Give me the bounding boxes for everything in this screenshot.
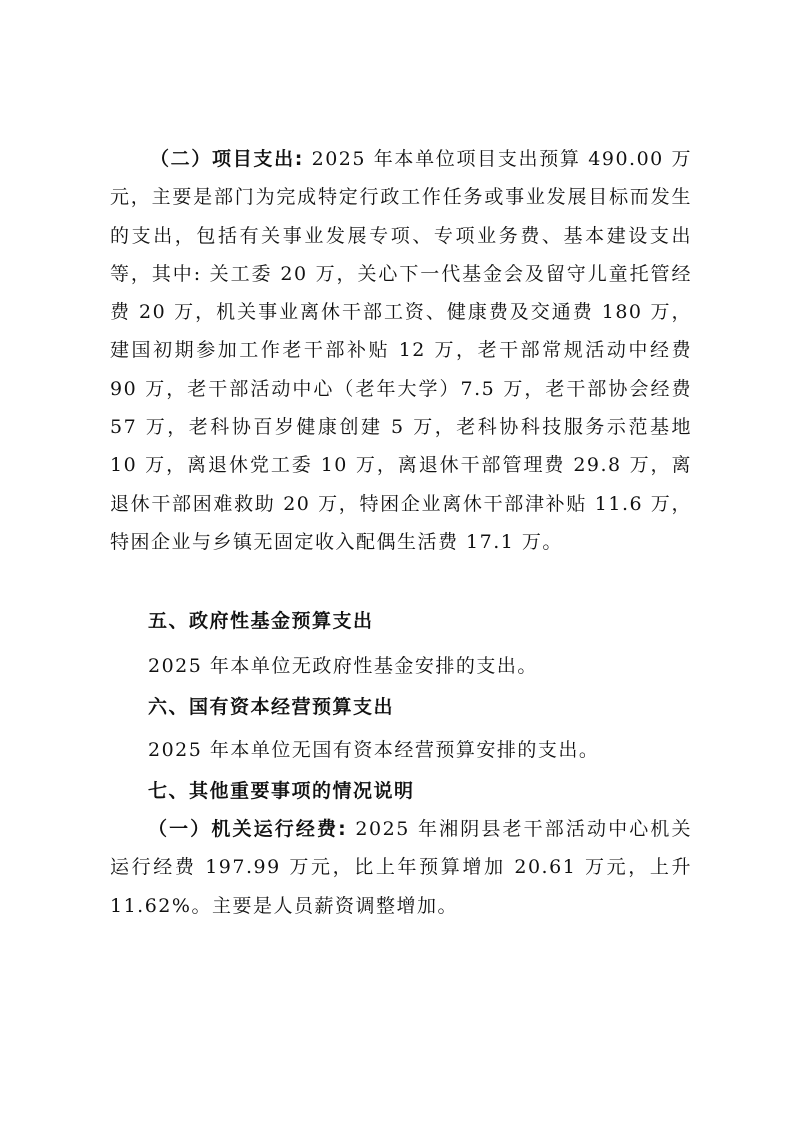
section6-heading: 六、国有资本经营预算支出 bbox=[148, 696, 395, 718]
project-expenditure-lead: （二）项目支出: bbox=[150, 148, 304, 170]
operating-expenses-section bbox=[110, 810, 692, 925]
project-expenditure-paragraph bbox=[110, 140, 692, 561]
operating-expenses-paragraph bbox=[110, 810, 692, 925]
operating-expenses-lead: （一）机关运行经费: bbox=[148, 818, 348, 840]
project-expenditure-section bbox=[110, 140, 692, 561]
section7-heading: 七、其他重要事项的情况说明 bbox=[148, 780, 415, 802]
project-expenditure-body: 2025 年本单位项目支出预算 490.00 万元，主要是部门为完成特定行政工作任务或事业发展目标而发生的支出，包括有关事业发展专项、专项业务费、基本建设支出等，其中: 关工委 20 万，关心下一代基金会及留守儿童托管经费 20 万，机关事业离休干部工资、健康费及交通费 180 万，建国初期参加工作老干部补贴 12 万，老干部常规活动中经费 90 万，老干部活动中心（老年大学）7.5 万，老干部协会经费 57 万，老科协百岁健康创建 5 万，老科协科技服务示范基地 10 万，离退休党工委 10 万，离退休干部管理费 29.8 万，离退休干部困难救助 20 万，特困企业离休干部津补贴 11.6 万，特困企业与乡镇无固定收入配偶生活费 17.1 万。 bbox=[110, 148, 692, 553]
section5-heading: 五、政府性基金预算支出 bbox=[148, 610, 374, 632]
operating-expenses-body: 2025 年湘阴县老干部活动中心机关运行经费 197.99 万元，比上年预算增加 20.61 万元，上升 11.62%。主要是人员薪资调整增加。 bbox=[110, 818, 692, 917]
section6-text: 2025 年本单位无国有资本经营预算安排的支出。 bbox=[148, 739, 600, 761]
section5-text: 2025 年本单位无政府性基金安排的支出。 bbox=[148, 655, 538, 677]
